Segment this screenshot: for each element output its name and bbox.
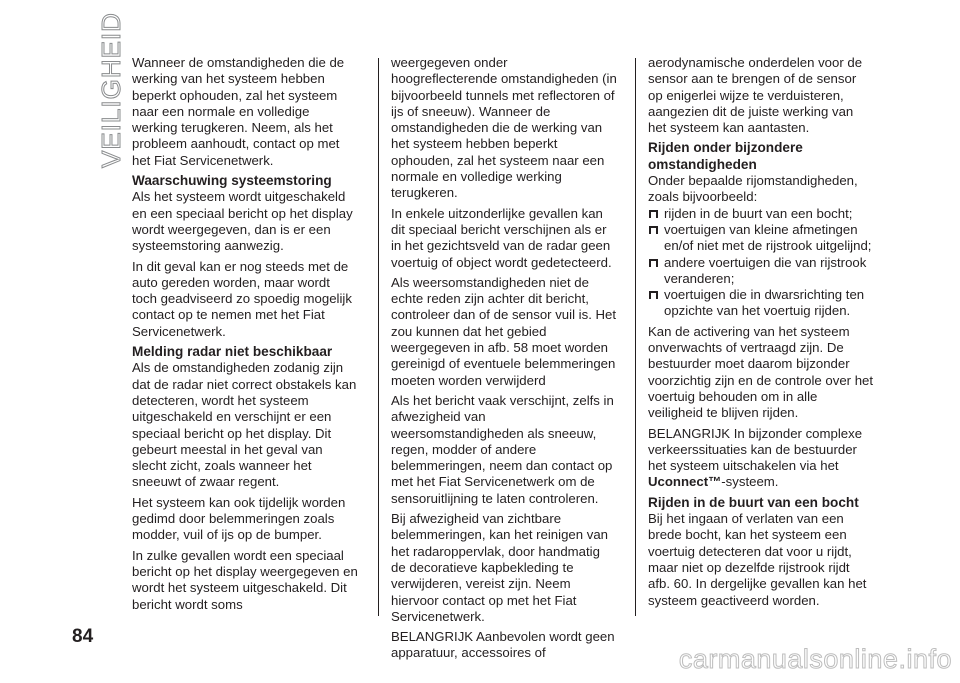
list-item: voertuigen van kleine afmetingen en/of niet met de rijstrook uitgelijnd; bbox=[648, 222, 874, 255]
heading-system-fault: Waarschuwing systeemstoring bbox=[132, 173, 332, 189]
paragraph: In zulke gevallen wordt een speciaal bericht op het display weergegeven en wordt het systeem uitgeschakeld. Dit bericht wordt soms bbox=[132, 547, 358, 612]
heading-near-bend: Rijden in de buurt van een bocht bbox=[648, 494, 859, 510]
section-tab: VEILIGHEID bbox=[96, 12, 126, 168]
paragraph: In dit geval kan er nog steeds met de auto gereden worden, maar wordt toch geadviseerd zo spoedig mogelijk contact op te nemen met het Fiat Servicenetwerk. bbox=[132, 258, 352, 339]
paragraph: Bij het ingaan of verlaten van een brede bocht, kan het systeem een voertuig detecteren dat voor u rijdt, maar niet op dezelfde rijstrook rijdt afb. 60. In dergelijke gevallen kan het systeem geactiveerd worden. bbox=[648, 511, 867, 608]
bullet-icon bbox=[649, 210, 658, 218]
uconnect-label: Uconnect™ bbox=[648, 474, 722, 490]
list-item: rijden in de buurt van een bocht; bbox=[648, 206, 874, 222]
bullet-icon bbox=[649, 291, 658, 299]
page-number: 84 bbox=[72, 626, 94, 647]
list-item: voertuigen die in dwarsrichting ten opzichte van het voertuig rijden. bbox=[648, 287, 874, 320]
column-divider bbox=[635, 58, 636, 616]
paragraph: Wanneer de omstandigheden die de werking van het systeem hebben beperkt ophouden, zal het systeem naar een normale en volledige werking terugkeren. Neem, als het probleem aanhoudt, contact op met het Fiat Servicenetwerk. bbox=[132, 55, 345, 168]
list-item: andere voertuigen die van rijstrook veranderen; bbox=[648, 255, 874, 288]
paragraph: Bij afwezigheid van zichtbare belemmeringen, kan het reinigen van het radaroppervlak, door handmatig de decoratieve kapbekleding te verwijderen, vereist zijn. Neem hiervoor contact op met het Fiat Servicenetwerk. bbox=[391, 511, 608, 624]
heading-special-conditions: Rijden onder bijzondere omstandigheden bbox=[648, 140, 803, 172]
paragraph: Als de omstandigheden zodanig zijn dat de radar niet correct obstakels kan detecteren, wordt het systeem uitgeschakeld en verschijnt er een speciaal bericht op het display. Dit gebeurt meestal in het geval van slecht zicht, zoals wanneer het sneeuwt of zwaar regent. bbox=[132, 360, 357, 490]
paragraph: Als het systeem wordt uitgeschakeld en een speciaal bericht op het display wordt weergegeven, dan is er een systeemstoring aanwezig. bbox=[132, 189, 353, 254]
column-divider bbox=[378, 58, 379, 616]
column-2 bbox=[391, 55, 617, 666]
paragraph: weergegeven onder hoogreflecterende omstandigheden (in bijvoorbeeld tunnels met reflectoren of ijs of sneeuw). Wanneer de omstandigheden die de werking van het systeem hebben beperkt ophouden, zal het systeem naar een normale en volledige werking terugkeren. bbox=[391, 55, 617, 201]
paragraph: BELANGRIJK In bijzonder complexe verkeerssituaties kan de bestuurder het systeem uitschakelen via het Uconnect™-systeem. bbox=[648, 425, 863, 490]
column-3 bbox=[648, 55, 874, 613]
paragraph: Als het bericht vaak verschijnt, zelfs in afwezigheid van weersomstandigheden als sneeuw, regen, modder of andere belemmeringen, neem dan contact op met het Fiat Servicenetwerk om de sensoruitlijning te laten controleren. bbox=[391, 392, 614, 506]
paragraph: Als weersomstandigheden niet de echte reden zijn achter dit bericht, controleer dan of de sensor vuil is. Het zou kunnen dat het gebied weergegeven in afb. 58 moet worden gereinigd of eventuele belemmeringen moeten worden verwijderd bbox=[391, 274, 617, 388]
paragraph: In enkele uitzonderlijke gevallen kan dit speciaal bericht verschijnen als er in het gezichtsveld van de radar geen voertuig of object wordt gedetecteerd. bbox=[391, 205, 612, 270]
watermark: carmanualsonline.info bbox=[678, 644, 952, 674]
paragraph: Onder bepaalde rijomstandigheden, zoals bijvoorbeeld: bbox=[648, 173, 858, 205]
paragraph: Kan de activering van het systeem onverwachts of vertraagd zijn. De bestuurder moet daarom bijzonder voorzichtig zijn en de controle over het voertuig behouden om in alle veiligheid te blijven rijden. bbox=[648, 323, 874, 421]
column-1 bbox=[132, 55, 358, 617]
heading-radar-unavailable: Melding radar niet beschikbaar bbox=[132, 344, 333, 360]
bullet-icon bbox=[649, 226, 658, 234]
paragraph: BELANGRIJK Aanbevolen wordt geen apparatuur, accessoires of bbox=[391, 629, 615, 661]
bullet-icon bbox=[649, 259, 658, 267]
paragraph: Het systeem kan ook tijdelijk worden gedimd door belemmeringen zoals modder, vuil of ijs op de bumper. bbox=[132, 494, 346, 543]
paragraph: aerodynamische onderdelen voor de sensor aan te brengen of de sensor op enigerlei wijze te verduisteren, aangezien dit de juiste werking van het systeem kan aantasten. bbox=[648, 55, 863, 136]
